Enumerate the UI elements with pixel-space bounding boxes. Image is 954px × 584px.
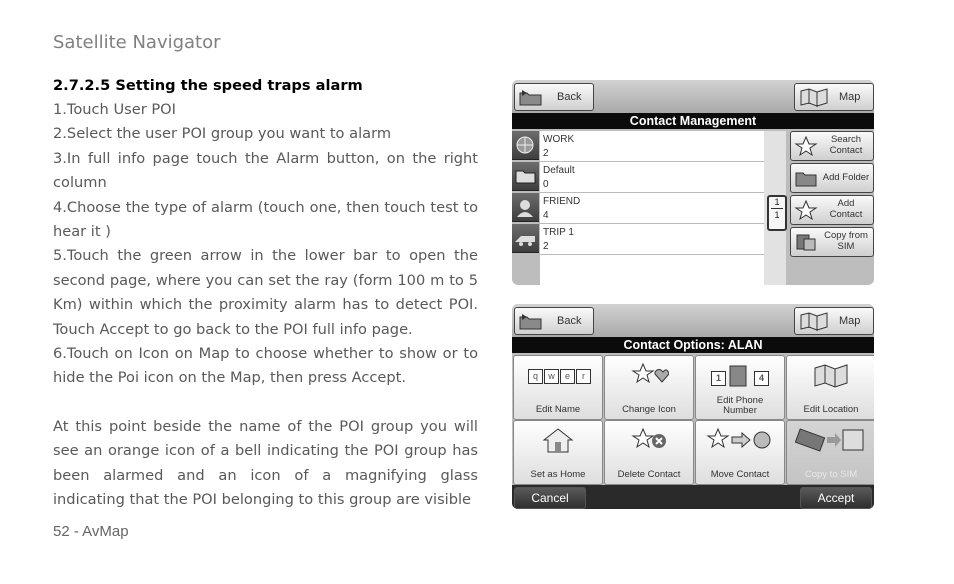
contact-management-screen: [512, 80, 874, 285]
back-label: Back: [557, 91, 582, 103]
delete-contact-button[interactable]: Delete Contact: [604, 420, 694, 485]
item-name: Default: [543, 165, 575, 176]
page-current: 1: [774, 197, 780, 207]
manual-text: [53, 74, 478, 513]
copy-from-sim-button[interactable]: Copy from SIM: [790, 227, 874, 257]
cancel-button[interactable]: Cancel: [514, 487, 586, 509]
star-delete-icon: [629, 427, 669, 453]
people-icon: [512, 193, 539, 222]
search-contact-button[interactable]: Search Contact: [790, 131, 874, 161]
globe-icon: [512, 131, 539, 160]
edit-location-button[interactable]: Edit Location: [786, 355, 874, 420]
item-name: FRIEND: [543, 196, 581, 207]
map-icon: [799, 87, 829, 107]
change-icon-button[interactable]: Change Icon: [604, 355, 694, 420]
step-4: 4.Choose the type of alarm (touch one, then touch test to hear it ): [53, 198, 478, 241]
step-1: 1.Touch User POI: [53, 101, 176, 118]
search-star-icon: [794, 135, 818, 157]
item-count: 2: [543, 241, 549, 252]
page-indicator[interactable]: [767, 195, 787, 231]
step-3: 3.In full info page touch the Alarm button, on the right column: [53, 149, 478, 192]
star-move-icon: [706, 427, 774, 453]
map-icon: [799, 311, 829, 331]
item-name: TRIP 1: [543, 227, 574, 238]
bottom-bar: [512, 485, 874, 509]
list-item[interactable]: [540, 193, 764, 224]
screen-title: Contact Options: ALAN: [512, 337, 874, 353]
edit-name-button[interactable]: q w e r Edit Name: [513, 355, 603, 420]
move-contact-button[interactable]: Move Contact: [695, 420, 785, 485]
folder-icon: [512, 162, 539, 191]
page-total: 1: [774, 210, 780, 220]
map-button[interactable]: [794, 307, 874, 335]
item-count: 2: [543, 148, 549, 159]
accept-button[interactable]: Accept: [800, 487, 872, 509]
step-2: 2.Select the user POI group you want to alarm: [53, 125, 392, 143]
step-5: 5.Touch the green arrow in the lower bar to open the second page, where you can set the ray (form 100 m to 5 Km) within which the proximity alarm has to detect POI. Touch Accept to go back to the POI full info page.: [53, 247, 478, 338]
item-count: 4: [543, 210, 549, 221]
options-grid: [512, 355, 874, 485]
set-as-home-button[interactable]: Set as Home: [513, 420, 603, 485]
back-button[interactable]: [514, 307, 594, 335]
page-number: 52 - AvMap: [53, 523, 129, 540]
map-label: Map: [839, 315, 861, 327]
list-item[interactable]: [540, 224, 764, 255]
phone-number-icon: 1 4: [710, 362, 770, 388]
list-item[interactable]: [540, 131, 764, 162]
info-paragraph: At this point beside the name of the POI group you will see an orange icon of a bell indicating the POI group has been alarmed and an icon of a magnifying glass indicating that the POI belonging to this group are visible: [53, 417, 478, 509]
map-label: Map: [839, 91, 861, 103]
add-folder-button[interactable]: Add Folder: [790, 163, 874, 193]
back-button[interactable]: [514, 83, 594, 111]
contact-options-screen: [512, 304, 874, 509]
map-icon: [811, 362, 851, 388]
map-button[interactable]: [794, 83, 874, 111]
star-heart-icon: [629, 362, 669, 388]
star-icon: [794, 199, 818, 221]
item-count: 0: [543, 179, 549, 190]
folder-back-icon: [518, 311, 544, 331]
section-heading: 2.7.2.5 Setting the speed traps alarm: [53, 77, 363, 94]
list-item[interactable]: [540, 162, 764, 193]
item-name: WORK: [543, 134, 575, 145]
screen-title: Contact Management: [512, 113, 874, 129]
folder-list: [540, 131, 764, 285]
home-icon: [538, 427, 578, 453]
train-icon: [512, 224, 539, 253]
header-title: Satellite Navigator: [53, 32, 221, 53]
sim-icon: [795, 427, 867, 453]
add-contact-button[interactable]: Add Contact: [790, 195, 874, 225]
step-6: 6.Touch on Icon on Map to choose whether to show or to hide the Poi icon on the Map, then press Accept.: [53, 345, 478, 387]
folder-icon: [794, 167, 818, 189]
back-label: Back: [557, 315, 582, 327]
top-bar: [512, 80, 874, 113]
copy-to-sim-button[interactable]: Copy to SIM: [786, 420, 874, 485]
sim-copy-icon: [794, 231, 818, 253]
edit-phone-number-button[interactable]: 1 4 Edit Phone Number: [695, 355, 785, 420]
folder-back-icon: [518, 87, 544, 107]
top-bar: [512, 304, 874, 337]
keyboard-icon: q w e r: [526, 362, 590, 388]
